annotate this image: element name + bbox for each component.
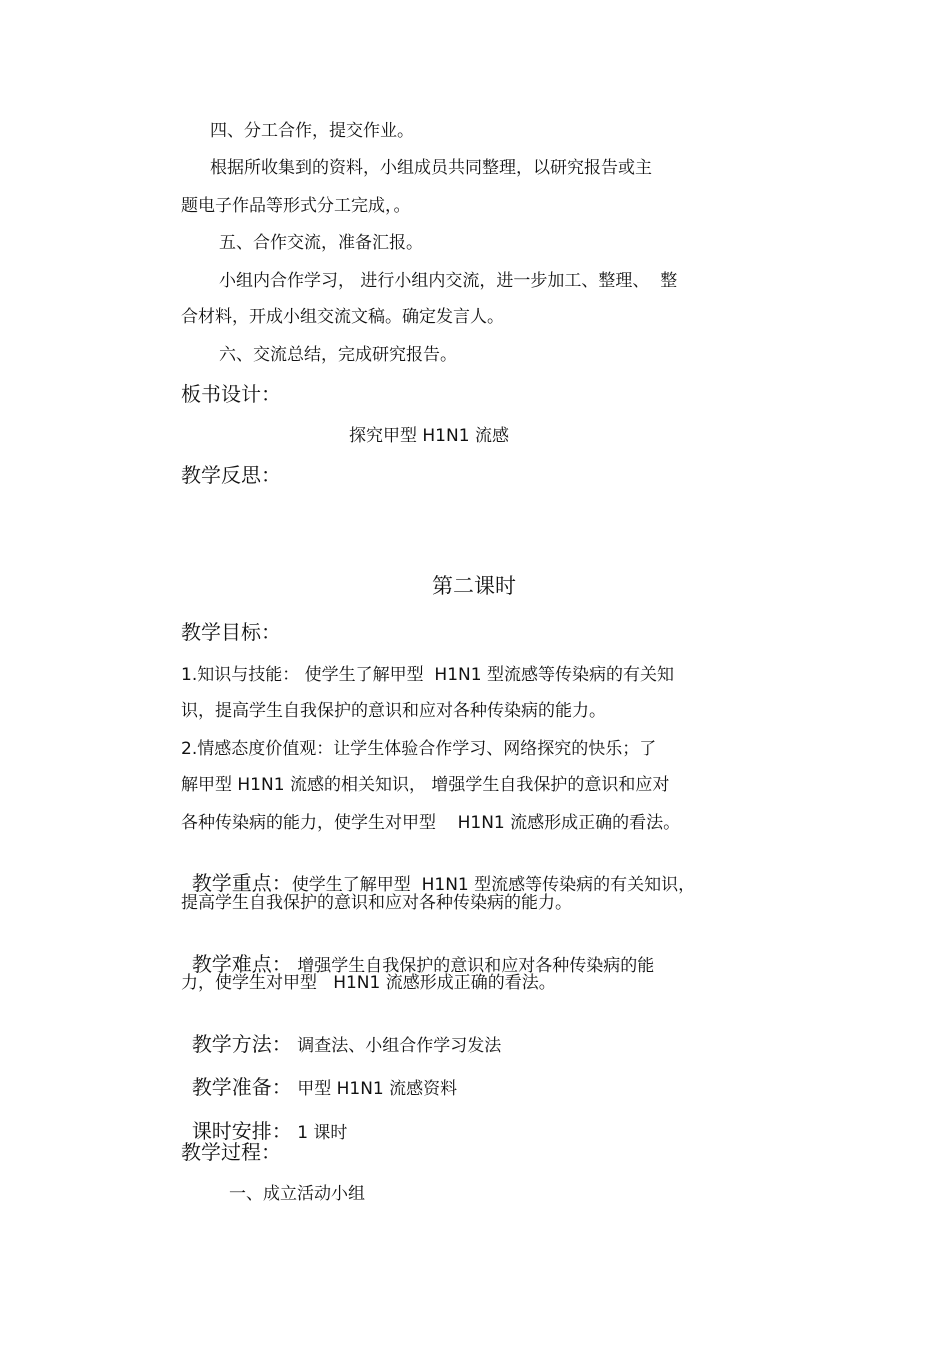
key-point-label: 教学重点： — [191, 871, 292, 895]
objective2-line2: 解甲型 H1N1 流感的相关知识， 增强学生自我保护的意识和应对 — [181, 775, 670, 795]
objective1-line2: 识，提高学生自我保护的意识和应对各种传染病的能力。 — [181, 701, 606, 721]
difficulty-line1 — [181, 931, 654, 977]
method-line — [181, 1011, 501, 1057]
board-design-label: 板书设计： — [181, 382, 281, 406]
step5-body-line2: 合材料，开成小组交流文稿。确定发言人。 — [181, 307, 504, 327]
lesson2-title: 第二课时 — [432, 574, 516, 598]
objective2-line3: 各种传染病的能力，使学生对甲型 H1N1 流感形成正确的看法。 — [181, 813, 681, 833]
key-point-line1 — [181, 850, 695, 896]
objective1-line1: 1.知识与技能： 使学生了解甲型 H1N1 型流感等传染病的有关知 — [181, 665, 674, 685]
process-label: 教学过程： — [181, 1140, 281, 1164]
schedule-value: 1 课时 — [291, 1123, 348, 1143]
process-step1: 一、成立活动小组 — [229, 1184, 365, 1204]
key-point-text: 使学生了解甲型 H1N1 型流感等传染病的有关知识， — [291, 875, 696, 895]
step4-body-line1: 根据所收集到的资料，小组成员共同整理，以研究报告或主 — [210, 158, 652, 178]
difficulty-line2: 力，使学生对甲型 H1N1 流感形成正确的看法。 — [181, 973, 556, 993]
method-value: 调查法、小组合作学习发法 — [291, 1036, 502, 1056]
step4-body-line2: 题电子作品等形式分工完成，。 — [181, 196, 411, 216]
step6-title: 六、交流总结，完成研究报告。 — [219, 345, 457, 365]
reflection-label: 教学反思： — [181, 463, 281, 487]
board-design-text: 探究甲型 H1N1 流感 — [349, 426, 509, 446]
preparation-label: 教学准备： — [191, 1075, 292, 1099]
objective2-line1: 2.情感态度价值观：让学生体验合作学习、网络探究的快乐；了 — [181, 739, 657, 759]
step4-title: 四、分工合作，提交作业。 — [210, 121, 414, 141]
step5-body-line1: 小组内合作学习， 进行小组内交流，进一步加工、整理、 整 — [219, 271, 678, 291]
schedule-line — [181, 1098, 347, 1144]
difficulty-text: 增强学生自我保护的意识和应对各种传染病的能 — [291, 956, 655, 976]
step5-title: 五、合作交流，准备汇报。 — [219, 233, 423, 253]
method-label: 教学方法： — [191, 1032, 292, 1056]
key-point-line2: 提高学生自我保护的意识和应对各种传染病的能力。 — [181, 893, 572, 913]
schedule-label: 课时安排： — [191, 1119, 292, 1143]
preparation-line — [181, 1054, 457, 1100]
difficulty-label: 教学难点： — [191, 952, 292, 976]
objectives-label: 教学目标： — [181, 620, 281, 644]
preparation-value: 甲型 H1N1 流感资料 — [291, 1079, 458, 1099]
